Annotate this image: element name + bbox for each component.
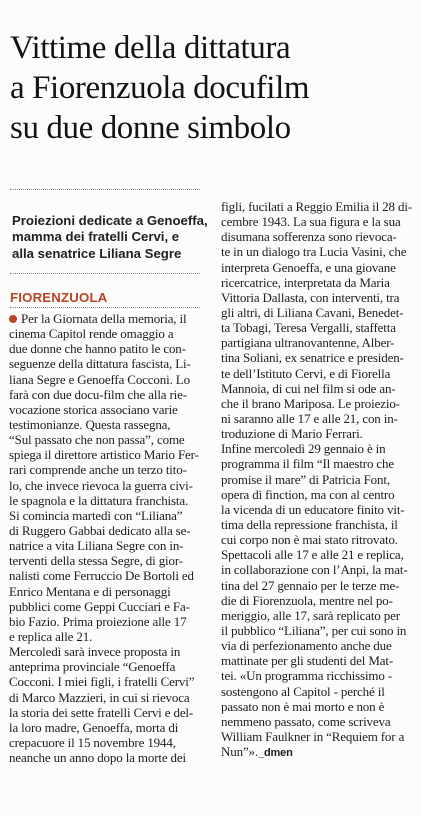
text-line — [221, 623, 413, 638]
text-line-content: il pubblico “Liliana”, per cui sono in — [221, 622, 407, 638]
text-line-content: Enrico Mentana e di personaggi — [9, 583, 171, 599]
text-line-content: Infine mercoledì 29 gennaio è in — [221, 441, 386, 457]
text-line-content: te in un dialogo tra Lucia Vasini, che — [221, 244, 407, 260]
text-line-content: te dell’Istituto Cervi, e di Fiorella — [221, 365, 391, 381]
subheadline-line: Proiezioni dedicate a Genoeffa, — [12, 213, 208, 228]
subheadline — [12, 213, 208, 262]
text-line — [221, 547, 413, 562]
text-line-content: di Marco Mazzieri, in cui si rievoca — [9, 689, 190, 705]
text-line — [9, 387, 201, 402]
subheadline-line: alla senatrice Liliana Segre — [12, 245, 182, 261]
text-line — [9, 750, 201, 765]
text-line — [221, 653, 413, 668]
text-line — [9, 720, 201, 735]
text-line-content: opera di finction, ma con al centro — [221, 486, 395, 502]
text-line-content: pubblici come Geppi Cucciari e Fa- — [9, 598, 190, 614]
text-line-content: ta Tobagi, Teresa Vergalli, staffetta — [221, 320, 396, 336]
text-line-content: “Sul passato che non passa”, come — [9, 432, 185, 448]
text-line-content: Spettacoli alle 17 e alle 21 e replica, — [221, 547, 404, 563]
text-line-content: programma il film “Il maestro che — [221, 456, 395, 472]
text-line-content: seguenze della dittatura fascista, Li- — [9, 356, 191, 372]
text-line — [221, 729, 413, 744]
text-line — [221, 532, 413, 547]
text-line — [221, 668, 413, 683]
text-line-content: tina del 27 gennaio per le terze me- — [221, 577, 400, 593]
text-line — [9, 478, 201, 493]
text-line-content: passato non è mai morto e non è — [221, 698, 385, 714]
text-line — [9, 432, 201, 447]
subheadline-line: mamma dei fratelli Cervi, e — [12, 229, 180, 245]
text-line-content: cembre 1943. La sua figura e la sua — [221, 214, 401, 230]
text-line — [221, 335, 413, 350]
text-line-content: le spagnola e la dittatura franchista. — [9, 492, 189, 508]
text-line-content: Nun”». — [221, 744, 259, 760]
text-line — [9, 735, 201, 750]
divider — [10, 273, 200, 274]
text-line-content: anteprima provinciale “Genoeffa — [9, 659, 176, 675]
text-line — [221, 275, 413, 290]
text-line — [221, 396, 413, 411]
text-line — [221, 260, 413, 275]
text-line — [9, 417, 201, 432]
text-line-content: Mannoia, di cui nel film si ode an- — [221, 380, 396, 396]
text-line — [221, 699, 413, 714]
text-line-content: die di Fiorenzuola, mentre nel po- — [221, 592, 393, 608]
text-line-content: la vicenda di un educatore finito vit- — [221, 501, 405, 517]
text-line — [221, 381, 413, 396]
text-line — [221, 441, 413, 456]
headline-line: su due donne simbolo — [10, 110, 291, 146]
text-line — [9, 614, 201, 629]
author-signature: _dmen — [258, 747, 293, 760]
text-line — [9, 674, 201, 689]
text-line-content: figli, fucilati a Reggio Emilia il 28 di- — [221, 199, 412, 214]
text-line-content: tei. «Un programma ricchissimo - — [221, 668, 393, 684]
text-line-content: troduzione di Mario Ferrari. — [221, 426, 363, 442]
text-line — [9, 372, 201, 387]
text-line — [9, 705, 201, 720]
text-line — [9, 568, 201, 583]
text-line-content: vocazione storica associano varie — [9, 401, 178, 417]
text-line-content: tima della repressione franchista, il — [221, 516, 398, 532]
text-line — [9, 629, 201, 644]
text-line — [221, 366, 413, 381]
text-line — [221, 578, 413, 593]
headline-line: a Fiorenzuola docufilm — [10, 70, 310, 106]
text-line — [221, 684, 413, 699]
headline-line: Vittime della dittatura — [10, 30, 291, 66]
text-line-content: testimonianze. Questa rassegna, — [9, 416, 171, 432]
text-line — [221, 320, 413, 335]
text-line — [9, 462, 201, 477]
text-line — [9, 553, 201, 568]
text-line-content: nalisti come Ferruccio De Bortoli ed — [9, 568, 194, 584]
text-line-content: Per la Giornata della memoria, il — [21, 311, 187, 326]
text-line-content: mattinate per gli studenti del Mat- — [221, 653, 394, 669]
text-line — [221, 199, 413, 214]
text-line — [221, 456, 413, 471]
text-line-content: Vittoria Dallasta, con interventi, tra — [221, 289, 400, 305]
text-line-content: disumana sofferenza sono rievoca- — [221, 229, 397, 245]
text-line — [221, 214, 413, 229]
article-column-1 — [9, 311, 201, 765]
text-line-content: la loro madre, Genoeffa, morta di — [9, 719, 179, 735]
text-line — [221, 562, 413, 577]
text-line — [221, 638, 413, 653]
bullet-dot-icon — [9, 315, 17, 323]
text-line-content: ni saranno alle 17 e alle 21, con in- — [221, 410, 398, 426]
text-line-content: neanche un anno dopo la morte dei — [9, 750, 186, 766]
text-line — [9, 538, 201, 553]
text-line-content: sostengono al Capitol - perché il — [221, 683, 385, 699]
text-line — [221, 517, 413, 532]
text-line — [221, 472, 413, 487]
text-line-content: promise il mare” di Patricia Font, — [221, 471, 390, 487]
text-line — [9, 311, 201, 326]
text-line-content: terventi della stessa Segre, di gior- — [9, 553, 183, 569]
text-line — [221, 305, 413, 320]
text-line — [221, 593, 413, 608]
text-line-content: rari comprende anche un terzo tito- — [9, 462, 187, 478]
text-line-content: nemmeno passato, come scriveva — [221, 713, 391, 729]
text-line-content: Cocconi. I miei figli, i fratelli Cervi” — [9, 674, 195, 690]
text-line-content: ricercatrice, interpretata da Maria — [221, 274, 390, 290]
divider — [10, 307, 200, 308]
text-line-content: due donne che hanno patito le con- — [9, 341, 186, 357]
text-line — [221, 744, 413, 759]
text-line-content: interpreta Genoeffa, e una giovane — [221, 259, 396, 275]
headline — [10, 28, 414, 148]
text-line — [9, 402, 201, 417]
text-line — [9, 493, 201, 508]
text-line — [9, 523, 201, 538]
location-kicker: FIORENZUOLA — [10, 290, 108, 305]
text-line-content: spiega il direttore artistico Mario Fer- — [9, 447, 199, 463]
text-line-content: lo, che invece rievoca la guerra civi- — [9, 477, 193, 493]
text-line-content: la storia dei sette fratelli Cervi e del- — [9, 704, 194, 720]
text-line — [9, 599, 201, 614]
text-line-content: via di perfezionamento anche due — [221, 638, 392, 654]
text-line — [221, 487, 413, 502]
text-line-content: meriggio, alle 17, sarà replicato per — [221, 607, 400, 623]
text-line — [9, 690, 201, 705]
text-line — [221, 608, 413, 623]
text-line-content: bio Fazio. Prima proiezione alle 17 — [9, 613, 187, 629]
text-line-content: liana Segre e Genoeffa Cocconi. Lo — [9, 371, 190, 387]
text-line-content: e replica alle 21. — [9, 628, 93, 644]
text-line — [221, 411, 413, 426]
text-line-content: crepacuore il 15 novembre 1944, — [9, 734, 176, 750]
text-line — [9, 341, 201, 356]
text-line-content: gli altri, di Liliana Cavani, Benedet- — [221, 304, 404, 320]
text-line-content: William Faulkner in “Requiem for a — [221, 728, 405, 744]
text-line-content: Mercoledì sarà invece proposta in — [9, 644, 181, 660]
text-line — [221, 502, 413, 517]
text-line — [221, 290, 413, 305]
text-line — [9, 644, 201, 659]
text-line — [9, 508, 201, 523]
text-line-content: che il brano Mariposa. Le proiezio- — [221, 395, 400, 411]
text-line-content: in collaborazione con l’Anpi, la mat- — [221, 562, 408, 578]
article-column-2 — [221, 199, 413, 759]
text-line — [221, 426, 413, 441]
text-line — [221, 244, 413, 259]
text-line — [9, 659, 201, 674]
text-line-content: cui corpo non è mai stato ritrovato. — [221, 532, 398, 548]
text-line-content: di Ruggero Gabbai dedicato alla se- — [9, 522, 191, 538]
text-line-content: cinema Capitol rende omaggio a — [9, 326, 174, 342]
text-line — [221, 350, 413, 365]
text-line — [9, 584, 201, 599]
text-line-content: partigiana ultranovantenne, Alber- — [221, 335, 395, 351]
text-line-content: tina Soliani, ex senatrice e presiden- — [221, 350, 404, 366]
text-line — [221, 714, 413, 729]
text-line — [9, 326, 201, 341]
text-line-content: farà con due docu-film che alla rie- — [9, 386, 187, 402]
text-line — [9, 447, 201, 462]
text-line — [9, 356, 201, 371]
text-line-content: Si comincia martedì con “Liliana” — [9, 507, 183, 523]
divider — [10, 189, 200, 190]
text-line — [221, 229, 413, 244]
text-line-content: natrice a vita Liliana Segre con in- — [9, 538, 184, 554]
